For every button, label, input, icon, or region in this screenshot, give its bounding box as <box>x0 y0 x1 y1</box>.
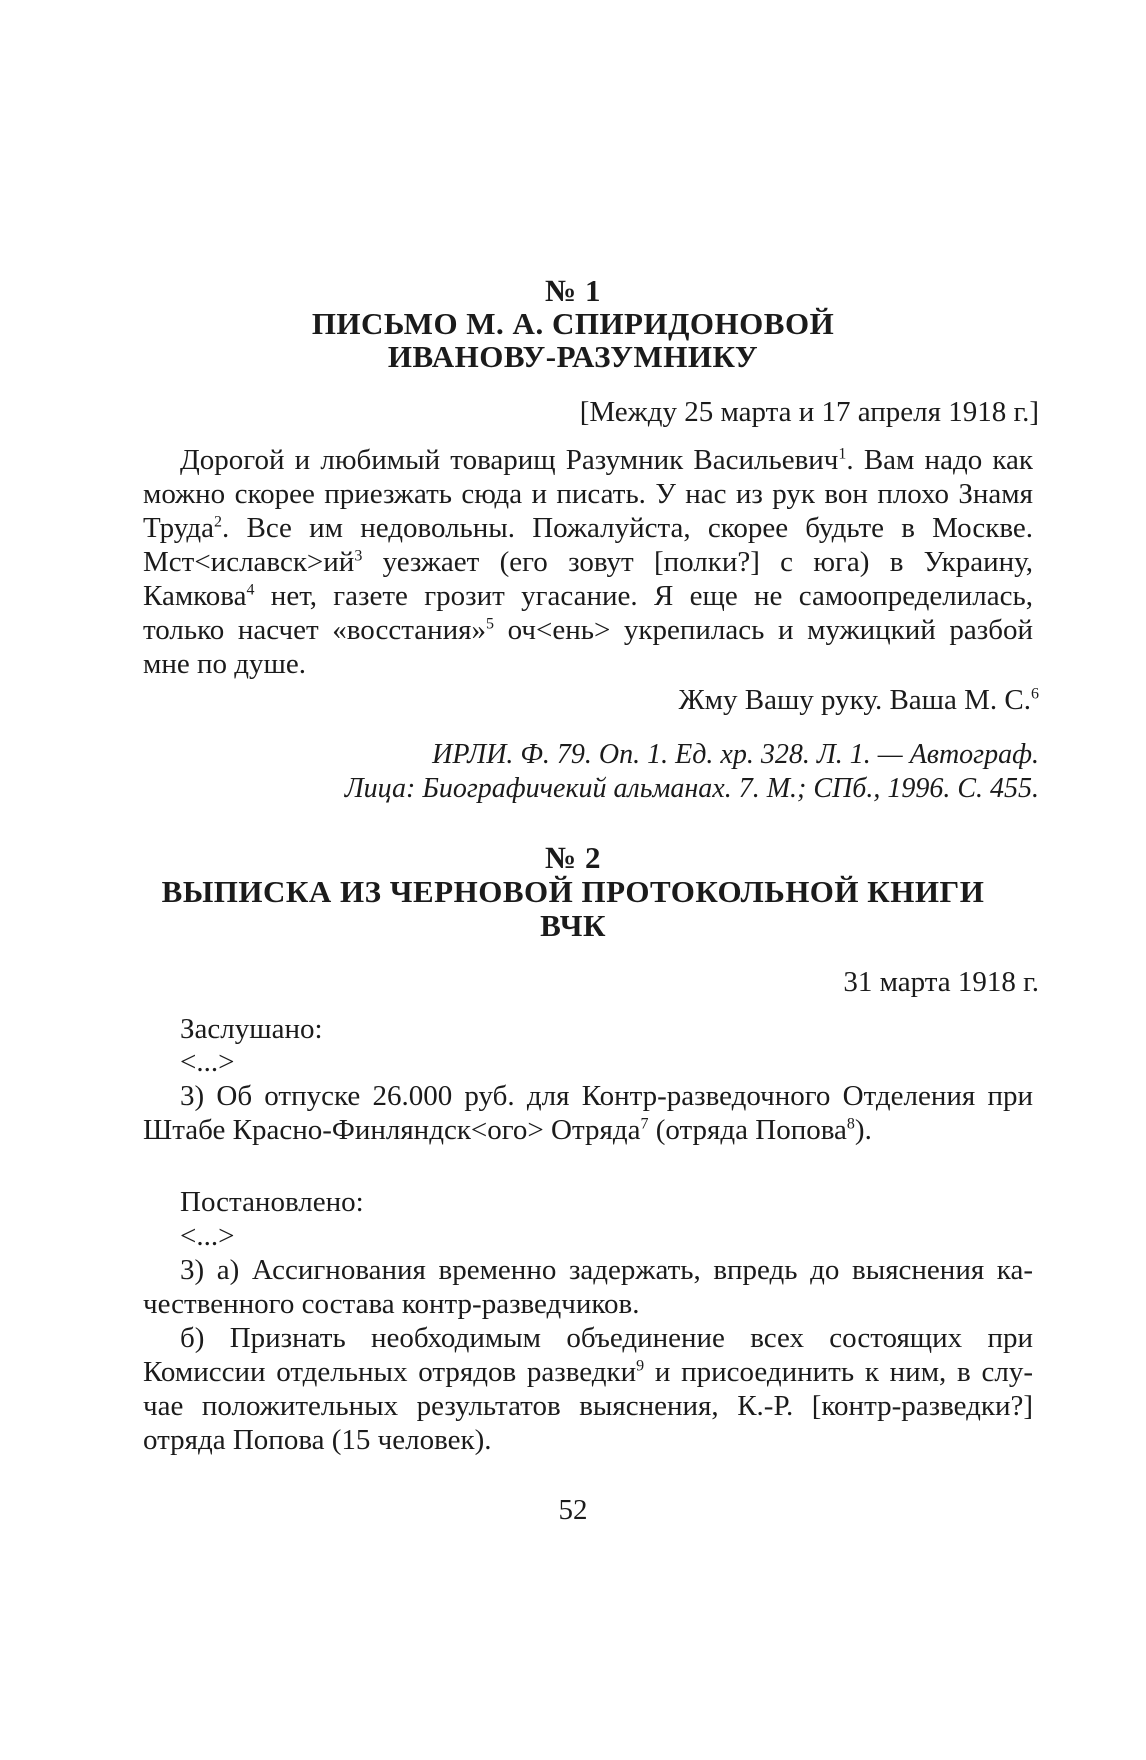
footnote-ref: 4 <box>246 581 255 599</box>
footnote-ref: 8 <box>846 1115 855 1133</box>
doc1-body-line: только насчет «восстания»$^5$ оч<ень> укрепилась и мужицкий разбой <box>143 614 1033 646</box>
doc1-source-line1: ИРЛИ. Ф. 79. Оп. 1. Ед. хр. 328. Л. 1. — Автограф. <box>432 739 1039 770</box>
doc1-title-line2: ИВАНОВУ-РАЗУМНИКУ <box>387 339 759 374</box>
doc1-date: [Между 25 марта и 17 апреля 1918 г.] <box>579 396 1039 428</box>
doc2-title-line2: ВЧК <box>540 908 606 943</box>
footnote-ref: 3 <box>354 547 363 565</box>
doc2-resolution-line: Комиссии отдельных отрядов разведки$^9$ и присоединить к ним, в слу- <box>143 1356 1033 1388</box>
doc1-closing: Жму Вашу руку. Ваша М. С.$^6$ <box>678 684 1039 716</box>
doc2-title-line1: ВЫПИСКА ИЗ ЧЕРНОВОЙ ПРОТОКОЛЬНОЙ КНИГИ <box>161 874 985 909</box>
doc1-source-line2: Лица: Биографичекий альманах. 7. М.; СПб., 1996. С. 455. <box>344 773 1039 804</box>
doc2-number: № 2 <box>545 840 601 875</box>
doc1-body-line: мне по душе. <box>143 648 306 680</box>
doc1-body-line: Труда$^2$. Все им недовольны. Пожалуйста, скорее будьте в Москве. <box>143 512 1033 544</box>
doc2-resolution-line: чае положительных результатов выяснения, К.-Р. [контр-разведки?] <box>143 1390 1033 1422</box>
doc2-ellipsis: <...> <box>180 1220 235 1252</box>
doc1-body-line: Дорогой и любимый товарищ Разумник Васильевич$^1$. Вам надо как <box>180 444 1033 476</box>
doc2-resolved-label: Постановлено: <box>180 1186 364 1218</box>
doc2-ellipsis: <...> <box>180 1046 235 1078</box>
doc2-resolution-line: чественного состава контр-разведчиков. <box>143 1288 640 1320</box>
footnote-ref: 5 <box>486 615 495 633</box>
doc1-title-line1: ПИСЬМО М. А. СПИРИДОНОВОЙ <box>311 306 835 341</box>
footnote-ref: 1 <box>838 445 847 463</box>
doc1-body-line: можно скорее приезжать сюда и писать. У нас из рук вон плохо Знамя <box>143 478 1033 510</box>
doc1-body-line: Камкова$^4$ нет, газете грозит угасание. Я еще не самоопределилась, <box>143 580 1033 612</box>
doc1-number: № 1 <box>545 273 601 308</box>
doc2-resolution-line: 3) а) Ассигнования временно задержать, впредь до выяснения ка- <box>180 1254 1033 1286</box>
doc2-item-line: 3) Об отпуске 26.000 руб. для Контр-разведочного Отделения при <box>180 1080 1033 1112</box>
doc2-heard-label: Заслушано: <box>180 1013 323 1045</box>
footnote-ref: 2 <box>214 513 223 531</box>
footnote-ref: 6 <box>1031 685 1039 703</box>
page-number: 52 <box>558 1494 588 1526</box>
doc2-resolution-line: отряда Попова (15 человек). <box>143 1424 492 1456</box>
footnote-ref: 7 <box>640 1115 649 1133</box>
footnote-ref: 9 <box>636 1357 645 1375</box>
doc1-body-line: $Мст<иславск>ий^3$ уезжает (его зовут [полки?] с юга) в Украину, <box>143 546 1033 578</box>
doc2-resolution-line: б) Признать необходимым объединение всех состоящих при <box>180 1322 1033 1354</box>
doc2-date: 31 марта 1918 г. <box>843 966 1039 998</box>
doc2-item-line: Штабе Красно-Финляндск<ого> Отряда$^7$ (отряда Попова$^8$). <box>143 1114 872 1146</box>
